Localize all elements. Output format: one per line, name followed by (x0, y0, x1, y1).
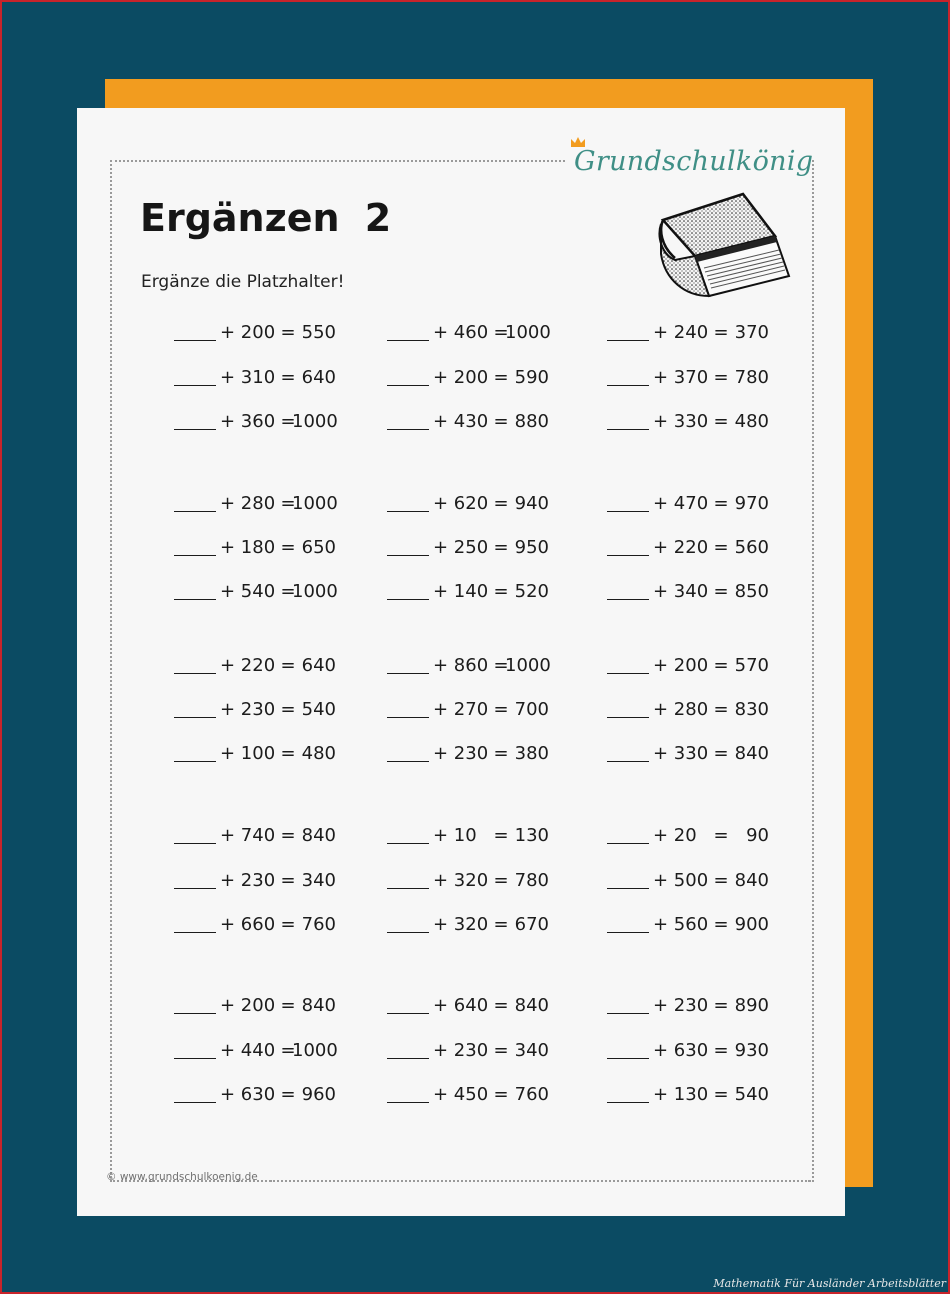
equation-row (387, 1036, 597, 1066)
equation-row (607, 651, 817, 681)
equation-result: 380 (514, 743, 549, 764)
equals-sign: = (713, 870, 729, 891)
equation-addend: + 320 (433, 870, 489, 891)
equals-sign: = (493, 367, 509, 388)
equation-row (607, 577, 817, 607)
equation-addend: + 460 (433, 322, 489, 343)
equation-addend: + 130 (653, 1084, 709, 1105)
equation-row (387, 866, 597, 896)
equation-row (607, 739, 817, 769)
equation-row (174, 651, 384, 681)
answer-blank[interactable] (174, 1102, 216, 1103)
answer-blank[interactable] (387, 932, 429, 933)
answer-blank[interactable] (387, 1058, 429, 1059)
equation-addend: + 620 (433, 493, 489, 514)
equals-sign: = (280, 995, 296, 1016)
equation-row (607, 910, 817, 940)
equals-sign: = (280, 411, 296, 432)
equation-addend: + 200 (653, 655, 709, 676)
image-caption: Mathematik Für Ausländer Arbeitsblätter (713, 1277, 946, 1290)
equals-sign: = (713, 655, 729, 676)
equals-sign: = (280, 743, 296, 764)
equation-result: 760 (301, 914, 336, 935)
answer-blank[interactable] (174, 843, 216, 844)
equation-addend: + 560 (653, 914, 709, 935)
equation-row (387, 318, 597, 348)
equation-result: 520 (514, 581, 549, 602)
equals-sign: = (493, 493, 509, 514)
answer-blank[interactable] (174, 888, 216, 889)
equation-result: 890 (734, 995, 769, 1016)
equation-addend: + 230 (220, 699, 276, 720)
equation-row (607, 821, 817, 851)
equation-result: 130 (514, 825, 549, 846)
equals-sign: = (280, 914, 296, 935)
equation-result: 1000 (505, 655, 551, 676)
equation-result: 370 (734, 322, 769, 343)
answer-blank[interactable] (387, 673, 429, 674)
equation-row (607, 866, 817, 896)
instruction-text: Ergänze die Platzhalter! (141, 272, 345, 292)
equals-sign: = (280, 870, 296, 891)
equals-sign: = (493, 1040, 509, 1061)
answer-blank[interactable] (607, 599, 649, 600)
equals-sign: = (493, 743, 509, 764)
answer-blank[interactable] (174, 340, 216, 341)
equation-addend: + 270 (433, 699, 489, 720)
equation-addend: + 450 (433, 1084, 489, 1105)
equals-sign: = (493, 825, 509, 846)
answer-blank[interactable] (607, 673, 649, 674)
equation-result: 850 (734, 581, 769, 602)
answer-blank[interactable] (607, 429, 649, 430)
equation-result: 970 (734, 493, 769, 514)
answer-blank[interactable] (174, 717, 216, 718)
equation-addend: + 180 (220, 537, 276, 558)
equation-row (174, 489, 384, 519)
equals-sign: = (713, 537, 729, 558)
equation-result: 840 (514, 995, 549, 1016)
equals-sign: = (713, 825, 729, 846)
answer-blank[interactable] (607, 932, 649, 933)
equals-sign: = (280, 322, 296, 343)
equation-row (174, 739, 384, 769)
equation-row (387, 1080, 597, 1110)
equals-sign: = (280, 493, 296, 514)
equation-addend: + 100 (220, 743, 276, 764)
equals-sign: = (493, 655, 509, 676)
equals-sign: = (713, 1040, 729, 1061)
equation-result: 1000 (292, 1040, 338, 1061)
equals-sign: = (493, 870, 509, 891)
equation-result: 760 (514, 1084, 549, 1105)
equation-result: 780 (734, 367, 769, 388)
equals-sign: = (493, 537, 509, 558)
equation-addend: + 250 (433, 537, 489, 558)
equation-row (387, 739, 597, 769)
equation-result: 950 (514, 537, 549, 558)
equation-result: 650 (301, 537, 336, 558)
equation-result: 830 (734, 699, 769, 720)
equation-addend: + 640 (433, 995, 489, 1016)
equation-row (387, 991, 597, 1021)
equation-addend: + 370 (653, 367, 709, 388)
equation-addend: + 500 (653, 870, 709, 891)
equation-result: 340 (514, 1040, 549, 1061)
equals-sign: = (713, 322, 729, 343)
equation-row (607, 318, 817, 348)
equals-sign: = (493, 914, 509, 935)
equation-result: 840 (301, 825, 336, 846)
answer-blank[interactable] (607, 843, 649, 844)
equals-sign: = (280, 655, 296, 676)
equation-addend: + 230 (433, 743, 489, 764)
equation-row (174, 318, 384, 348)
answer-blank[interactable] (607, 385, 649, 386)
answer-blank[interactable] (387, 555, 429, 556)
equals-sign: = (280, 537, 296, 558)
brand-name: Grundschulkönig (574, 146, 814, 177)
equation-row (387, 695, 597, 725)
equation-result: 930 (734, 1040, 769, 1061)
equation-row (174, 363, 384, 393)
answer-blank[interactable] (174, 599, 216, 600)
equation-addend: + 320 (433, 914, 489, 935)
answer-blank[interactable] (607, 1058, 649, 1059)
equation-addend: + 20 (653, 825, 697, 846)
equation-row (607, 1080, 817, 1110)
equation-result: 670 (514, 914, 549, 935)
equation-result: 560 (734, 537, 769, 558)
equals-sign: = (713, 411, 729, 432)
answer-blank[interactable] (174, 1013, 216, 1014)
equation-row (174, 866, 384, 896)
equation-result: 840 (301, 995, 336, 1016)
book-icon (655, 184, 795, 298)
equation-result: 1000 (292, 493, 338, 514)
equation-result: 480 (301, 743, 336, 764)
answer-blank[interactable] (387, 888, 429, 889)
answer-blank[interactable] (387, 1102, 429, 1103)
equation-addend: + 230 (433, 1040, 489, 1061)
equals-sign: = (493, 322, 509, 343)
equation-addend: + 140 (433, 581, 489, 602)
equals-sign: = (713, 1084, 729, 1105)
equation-row (387, 577, 597, 607)
equation-row (607, 695, 817, 725)
equals-sign: = (280, 1040, 296, 1061)
equation-addend: + 330 (653, 411, 709, 432)
equation-row (607, 363, 817, 393)
equation-row (387, 489, 597, 519)
equation-addend: + 360 (220, 411, 276, 432)
answer-blank[interactable] (387, 385, 429, 386)
equation-row (174, 1080, 384, 1110)
equals-sign: = (493, 411, 509, 432)
equation-addend: + 10 (433, 825, 477, 846)
answer-blank[interactable] (607, 511, 649, 512)
equation-row (607, 489, 817, 519)
equation-addend: + 200 (433, 367, 489, 388)
brand-logo (570, 144, 820, 184)
equation-result: 640 (301, 367, 336, 388)
equation-addend: + 740 (220, 825, 276, 846)
equation-result: 590 (514, 367, 549, 388)
equation-addend: + 200 (220, 322, 276, 343)
equation-result: 940 (514, 493, 549, 514)
equation-row (174, 991, 384, 1021)
equation-result: 1000 (505, 322, 551, 343)
equals-sign: = (280, 699, 296, 720)
equation-result: 570 (734, 655, 769, 676)
equation-addend: + 240 (653, 322, 709, 343)
equals-sign: = (713, 493, 729, 514)
equals-sign: = (493, 995, 509, 1016)
equals-sign: = (713, 699, 729, 720)
equation-addend: + 470 (653, 493, 709, 514)
equation-addend: + 430 (433, 411, 489, 432)
answer-blank[interactable] (607, 555, 649, 556)
answer-blank[interactable] (387, 717, 429, 718)
equation-row (607, 991, 817, 1021)
equation-addend: + 860 (433, 655, 489, 676)
equals-sign: = (713, 995, 729, 1016)
equals-sign: = (280, 581, 296, 602)
answer-blank[interactable] (607, 761, 649, 762)
answer-blank[interactable] (387, 1013, 429, 1014)
answer-blank[interactable] (607, 888, 649, 889)
worksheet-title: Ergänzen 2 (140, 196, 392, 240)
equation-row (174, 1036, 384, 1066)
equation-result: 780 (514, 870, 549, 891)
answer-blank[interactable] (387, 843, 429, 844)
answer-blank[interactable] (174, 555, 216, 556)
equation-row (607, 533, 817, 563)
equation-addend: + 230 (220, 870, 276, 891)
answer-blank[interactable] (174, 385, 216, 386)
equation-addend: + 280 (653, 699, 709, 720)
equation-row (174, 577, 384, 607)
answer-blank[interactable] (387, 599, 429, 600)
equation-row (387, 363, 597, 393)
equation-addend: + 440 (220, 1040, 276, 1061)
equation-addend: + 340 (653, 581, 709, 602)
equation-row (387, 407, 597, 437)
equation-addend: + 200 (220, 995, 276, 1016)
equals-sign: = (713, 914, 729, 935)
answer-blank[interactable] (607, 1102, 649, 1103)
equation-row (607, 1036, 817, 1066)
equation-result: 90 (746, 825, 769, 846)
equation-addend: + 330 (653, 743, 709, 764)
equation-row (387, 910, 597, 940)
equation-addend: + 540 (220, 581, 276, 602)
equals-sign: = (493, 699, 509, 720)
equation-result: 1000 (292, 411, 338, 432)
equation-result: 960 (301, 1084, 336, 1105)
answer-blank[interactable] (607, 1013, 649, 1014)
equation-result: 550 (301, 322, 336, 343)
answer-blank[interactable] (387, 429, 429, 430)
equation-result: 880 (514, 411, 549, 432)
equation-addend: + 630 (220, 1084, 276, 1105)
answer-blank[interactable] (174, 511, 216, 512)
equals-sign: = (280, 825, 296, 846)
equation-result: 540 (301, 699, 336, 720)
equation-addend: + 630 (653, 1040, 709, 1061)
equation-row (174, 910, 384, 940)
equation-row (174, 695, 384, 725)
answer-blank[interactable] (607, 340, 649, 341)
equation-addend: + 660 (220, 914, 276, 935)
answer-blank[interactable] (387, 511, 429, 512)
equation-row (174, 821, 384, 851)
answer-blank[interactable] (174, 932, 216, 933)
answer-blank[interactable] (174, 673, 216, 674)
equation-addend: + 230 (653, 995, 709, 1016)
answer-blank[interactable] (174, 429, 216, 430)
answer-blank[interactable] (607, 717, 649, 718)
equation-result: 340 (301, 870, 336, 891)
equation-result: 900 (734, 914, 769, 935)
equation-result: 700 (514, 699, 549, 720)
equation-row (607, 407, 817, 437)
equation-row (387, 533, 597, 563)
equation-result: 840 (734, 743, 769, 764)
equation-result: 1000 (292, 581, 338, 602)
dotted-border-footer (270, 1180, 810, 1182)
equation-addend: + 220 (653, 537, 709, 558)
equals-sign: = (713, 581, 729, 602)
answer-blank[interactable] (387, 340, 429, 341)
answer-blank[interactable] (174, 1058, 216, 1059)
equation-row (387, 821, 597, 851)
equals-sign: = (713, 367, 729, 388)
equation-addend: + 220 (220, 655, 276, 676)
answer-blank[interactable] (174, 761, 216, 762)
equation-result: 540 (734, 1084, 769, 1105)
equals-sign: = (280, 1084, 296, 1105)
equation-result: 840 (734, 870, 769, 891)
equation-result: 480 (734, 411, 769, 432)
equals-sign: = (493, 1084, 509, 1105)
equation-row (174, 533, 384, 563)
footer-copyright: © www.grundschulkoenig.de (106, 1171, 258, 1183)
equation-row (387, 651, 597, 681)
equation-addend: + 310 (220, 367, 276, 388)
equation-row (174, 407, 384, 437)
equals-sign: = (493, 581, 509, 602)
equals-sign: = (713, 743, 729, 764)
answer-blank[interactable] (387, 761, 429, 762)
equation-result: 640 (301, 655, 336, 676)
equals-sign: = (280, 367, 296, 388)
equation-addend: + 280 (220, 493, 276, 514)
